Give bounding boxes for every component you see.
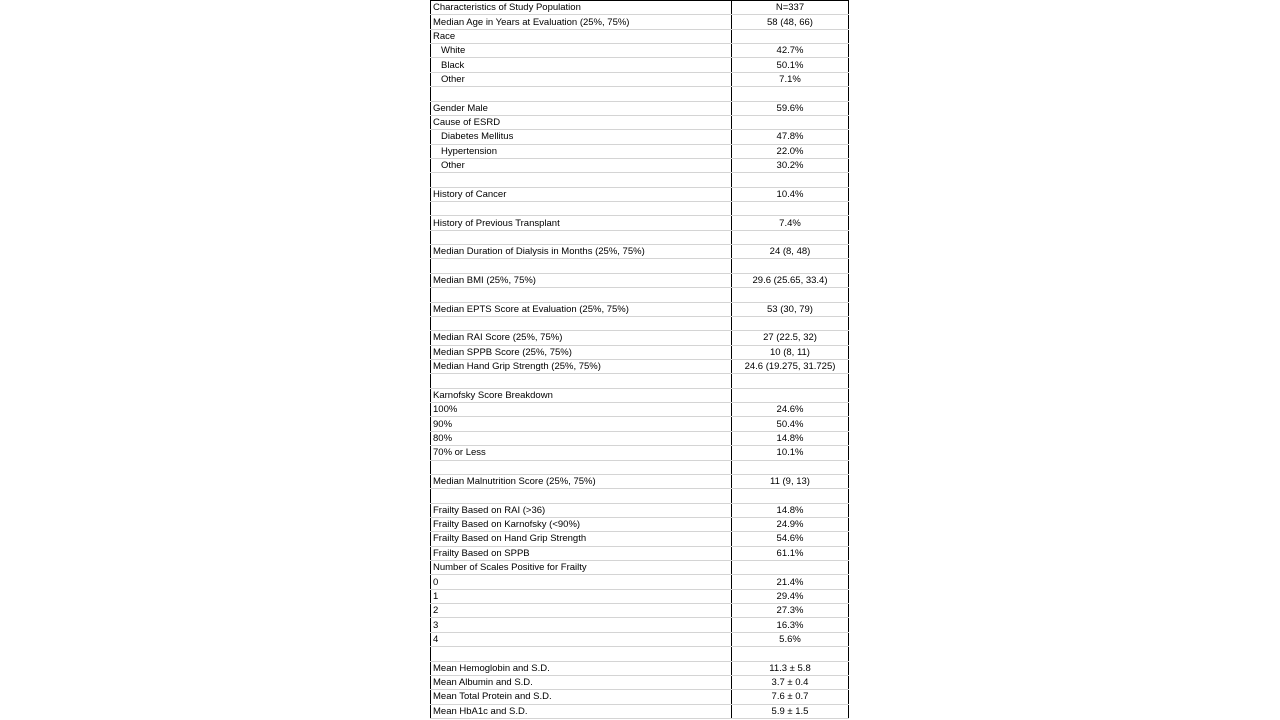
row-label: Frailty Based on Karnofsky (<90%): [431, 517, 732, 531]
row-value: 27 (22.5, 32): [732, 331, 849, 345]
row-label: Gender Male: [431, 101, 732, 115]
table-row: [431, 431, 849, 445]
row-value: [732, 173, 849, 187]
row-label: Median EPTS Score at Evaluation (25%, 75%): [431, 302, 732, 316]
row-value: 14.8%: [732, 503, 849, 517]
row-label: 100%: [431, 403, 732, 417]
row-label: 4: [431, 632, 732, 646]
row-value: [732, 87, 849, 101]
row-value: [732, 561, 849, 575]
table-row: [431, 345, 849, 359]
table-row: [431, 589, 849, 603]
row-value: [732, 230, 849, 244]
row-label: 80%: [431, 431, 732, 445]
row-value: [732, 647, 849, 661]
row-label: Frailty Based on RAI (>36): [431, 503, 732, 517]
row-label: [431, 259, 732, 273]
table-row: [431, 245, 849, 259]
row-label: Number of Scales Positive for Frailty: [431, 561, 732, 575]
row-value: 10.1%: [732, 446, 849, 460]
row-value: [732, 29, 849, 43]
table-row: [431, 115, 849, 129]
table-row: [431, 288, 849, 302]
table-row: [431, 158, 849, 172]
row-label: Race: [431, 29, 732, 43]
row-value: [732, 316, 849, 330]
row-value: 58 (48, 66): [732, 15, 849, 29]
row-value: 61.1%: [732, 546, 849, 560]
row-value: 24 (8, 48): [732, 245, 849, 259]
row-label: Frailty Based on Hand Grip Strength: [431, 532, 732, 546]
table-row: [431, 532, 849, 546]
row-value: 10 (8, 11): [732, 345, 849, 359]
table-row: [431, 130, 849, 144]
table-row: [431, 446, 849, 460]
row-value: 24.9%: [732, 517, 849, 531]
row-value: 21.4%: [732, 575, 849, 589]
table-row: [431, 517, 849, 531]
row-label: Black: [431, 58, 732, 72]
row-value: N=337: [732, 1, 849, 15]
row-value: 7.4%: [732, 216, 849, 230]
table-row: [431, 15, 849, 29]
row-label: [431, 374, 732, 388]
row-label: [431, 460, 732, 474]
table-row: [431, 690, 849, 704]
row-value: [732, 489, 849, 503]
row-label: Mean HbA1c and S.D.: [431, 704, 732, 718]
table-row: [431, 144, 849, 158]
table-row: [431, 503, 849, 517]
table-row: [431, 44, 849, 58]
row-value: 3.7 ± 0.4: [732, 675, 849, 689]
table-row: [431, 302, 849, 316]
row-label: Median Malnutrition Score (25%, 75%): [431, 474, 732, 488]
row-label: Median SPPB Score (25%, 75%): [431, 345, 732, 359]
table-row: [431, 316, 849, 330]
table-row: [431, 575, 849, 589]
study-population-table: [430, 0, 849, 719]
row-value: [732, 460, 849, 474]
row-value: 29.6 (25.65, 33.4): [732, 273, 849, 287]
table-row: [431, 388, 849, 402]
row-label: [431, 202, 732, 216]
row-label: Median Hand Grip Strength (25%, 75%): [431, 359, 732, 373]
table-row: [431, 604, 849, 618]
row-value: 50.4%: [732, 417, 849, 431]
row-value: [732, 202, 849, 216]
row-value: 7.1%: [732, 72, 849, 86]
table-row: [431, 632, 849, 646]
row-label: [431, 288, 732, 302]
row-value: 30.2%: [732, 158, 849, 172]
table-row: [431, 259, 849, 273]
row-value: 50.1%: [732, 58, 849, 72]
row-label: Median Age in Years at Evaluation (25%, 75%): [431, 15, 732, 29]
row-label: Cause of ESRD: [431, 115, 732, 129]
table-row: [431, 187, 849, 201]
table-row: [431, 561, 849, 575]
row-value: 22.0%: [732, 144, 849, 158]
table-row: [431, 101, 849, 115]
table-row: [431, 87, 849, 101]
row-label: Median RAI Score (25%, 75%): [431, 331, 732, 345]
row-value: 27.3%: [732, 604, 849, 618]
row-value: 24.6%: [732, 403, 849, 417]
row-value: 5.9 ± 1.5: [732, 704, 849, 718]
row-value: 53 (30, 79): [732, 302, 849, 316]
table-row: [431, 58, 849, 72]
row-value: 5.6%: [732, 632, 849, 646]
row-value: 59.6%: [732, 101, 849, 115]
row-label: White: [431, 44, 732, 58]
row-value: 54.6%: [732, 532, 849, 546]
table-row: [431, 216, 849, 230]
row-value: [732, 115, 849, 129]
table-row: [431, 661, 849, 675]
row-label: 3: [431, 618, 732, 632]
row-value: 7.6 ± 0.7: [732, 690, 849, 704]
row-label: Karnofsky Score Breakdown: [431, 388, 732, 402]
row-value: [732, 259, 849, 273]
row-label: 1: [431, 589, 732, 603]
row-label: 0: [431, 575, 732, 589]
row-label: Mean Total Protein and S.D.: [431, 690, 732, 704]
row-value: 29.4%: [732, 589, 849, 603]
row-label: History of Cancer: [431, 187, 732, 201]
row-value: 42.7%: [732, 44, 849, 58]
table-row: [431, 273, 849, 287]
table-row: [431, 647, 849, 661]
table-body: [431, 1, 849, 719]
table-row: [431, 417, 849, 431]
table-row: [431, 230, 849, 244]
row-label: Mean Albumin and S.D.: [431, 675, 732, 689]
row-label: Median BMI (25%, 75%): [431, 273, 732, 287]
row-value: [732, 388, 849, 402]
table-row: [431, 474, 849, 488]
table-row: [431, 374, 849, 388]
table-row: [431, 489, 849, 503]
table-row: [431, 675, 849, 689]
table-row: [431, 460, 849, 474]
row-label: [431, 87, 732, 101]
table-row: [431, 546, 849, 560]
row-label: Other: [431, 158, 732, 172]
table-row: [431, 173, 849, 187]
row-label: [431, 173, 732, 187]
row-label: Characteristics of Study Population: [431, 1, 732, 15]
row-value: [732, 288, 849, 302]
row-label: [431, 230, 732, 244]
table-row: [431, 359, 849, 373]
row-label: Median Duration of Dialysis in Months (25%, 75%): [431, 245, 732, 259]
table-row: [431, 618, 849, 632]
row-label: Mean Hemoglobin and S.D.: [431, 661, 732, 675]
table-row: [431, 704, 849, 718]
table-row: [431, 29, 849, 43]
row-label: Frailty Based on SPPB: [431, 546, 732, 560]
row-value: 24.6 (19.275, 31.725): [732, 359, 849, 373]
row-value: 10.4%: [732, 187, 849, 201]
row-label: 70% or Less: [431, 446, 732, 460]
row-value: [732, 374, 849, 388]
row-label: [431, 489, 732, 503]
row-value: 47.8%: [732, 130, 849, 144]
table-row: [431, 1, 849, 15]
row-value: 16.3%: [732, 618, 849, 632]
row-value: 11.3 ± 5.8: [732, 661, 849, 675]
row-label: 90%: [431, 417, 732, 431]
row-value: 14.8%: [732, 431, 849, 445]
table-row: [431, 331, 849, 345]
row-value: 11 (9, 13): [732, 474, 849, 488]
row-label: [431, 647, 732, 661]
table-row: [431, 202, 849, 216]
row-label: [431, 316, 732, 330]
table-row: [431, 72, 849, 86]
row-label: Hypertension: [431, 144, 732, 158]
row-label: 2: [431, 604, 732, 618]
table-row: [431, 403, 849, 417]
row-label: Diabetes Mellitus: [431, 130, 732, 144]
row-label: History of Previous Transplant: [431, 216, 732, 230]
row-label: Other: [431, 72, 732, 86]
